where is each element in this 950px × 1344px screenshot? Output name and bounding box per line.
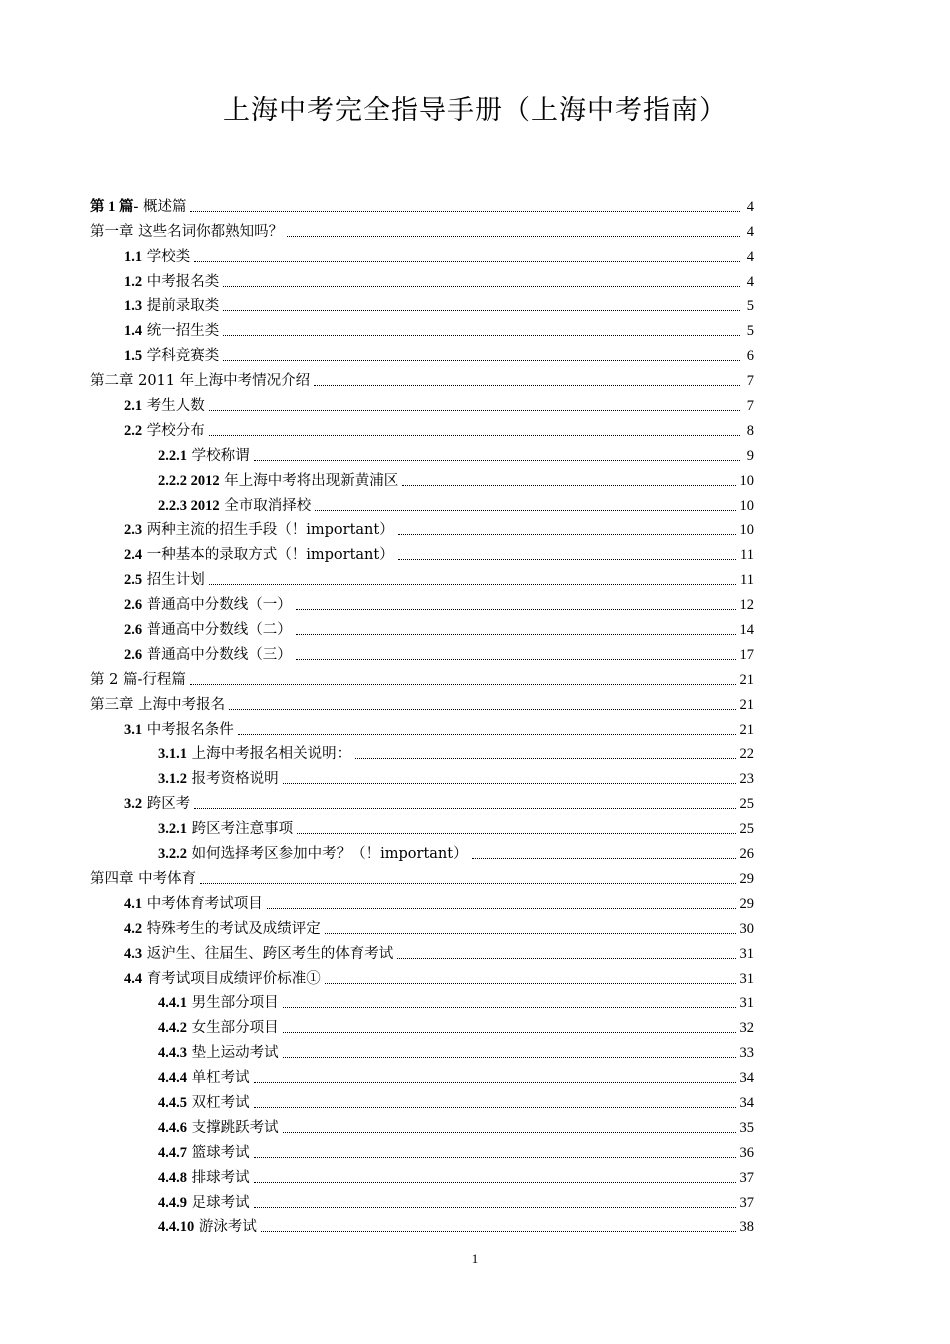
toc-entry-label (124, 297, 219, 315)
toc-entry-title: 普通高中分数线（二） (146, 622, 292, 639)
toc-entry-label (124, 273, 219, 291)
toc-entry[interactable] (90, 1087, 754, 1112)
toc-dot-leader (267, 908, 736, 909)
toc-entry-page: 5 (746, 323, 754, 340)
toc-entry-page: 17 (739, 646, 754, 663)
toc-dot-leader (223, 310, 740, 311)
toc-dot-leader (254, 1182, 736, 1183)
toc-dot-leader (209, 410, 740, 411)
toc-entry-number: 4.4.3 (158, 1045, 187, 1062)
toc-entry-page: 7 (746, 373, 754, 390)
toc-entry-title: 报考资格说明 (191, 771, 279, 788)
toc-entry-page: 26 (739, 846, 754, 863)
toc-dot-leader (402, 485, 735, 486)
toc-entry-title: 一种基本的录取方式（！important） (146, 547, 394, 564)
toc-entry-number: 2.1 (124, 398, 143, 415)
toc-entry-page: 21 (739, 671, 754, 688)
toc-entry[interactable] (90, 515, 754, 540)
toc-entry-label (124, 397, 205, 415)
toc-dot-leader (223, 286, 740, 287)
toc-entry-title: 普通高中分数线（一） (146, 597, 292, 614)
toc-entry-title: 第二章 2011 年上海中考情况介绍 (90, 373, 311, 390)
toc-entry-number: 4.4.8 (158, 1169, 187, 1186)
toc-entry[interactable] (90, 440, 754, 465)
toc-entry-label (158, 1169, 250, 1187)
toc-entry-title: 篮球考试 (191, 1144, 250, 1161)
toc-dot-leader (254, 1157, 736, 1158)
toc-entry-number: 3.2 (124, 796, 143, 813)
toc-dot-leader (283, 1032, 736, 1033)
toc-entry-label (158, 820, 293, 838)
toc-entry-number: 4.4.10 (158, 1219, 195, 1236)
toc-entry-title: 概述篇 (142, 198, 187, 215)
toc-entry-title: 跨区考 (146, 796, 191, 813)
toc-dot-leader (200, 883, 735, 884)
toc-entry[interactable] (90, 1112, 754, 1137)
toc-entry-label (158, 1069, 250, 1087)
toc-entry[interactable] (90, 465, 754, 490)
toc-dot-leader (283, 1057, 736, 1058)
toc-entry[interactable] (90, 1212, 754, 1237)
toc-entry-page: 9 (746, 447, 754, 464)
toc-dot-leader (355, 758, 735, 759)
toc-entry-title: 女生部分项目 (191, 1020, 279, 1037)
toc-entry[interactable] (90, 788, 754, 813)
toc-entry-page: 21 (739, 696, 754, 713)
toc-entry-page: 34 (739, 1094, 754, 1111)
toc-entry-label (124, 422, 205, 440)
toc-entry-title: 考生人数 (146, 398, 205, 415)
toc-dot-leader (296, 634, 736, 635)
toc-entry-title: 足球考试 (191, 1194, 250, 1211)
toc-entry-label (158, 1218, 257, 1236)
toc-entry-label (158, 472, 398, 490)
toc-dot-leader (315, 510, 735, 511)
toc-entry[interactable] (90, 191, 754, 216)
toc-entry[interactable] (90, 1162, 754, 1187)
toc-entry-title: 年上海中考将出现新黄浦区 (224, 472, 399, 489)
toc-entry-number: 4.4.9 (158, 1194, 187, 1211)
toc-entry-title: 第四章 中考体育 (90, 870, 197, 887)
toc-entry-number: 2.6 (124, 622, 143, 639)
toc-entry-title: 学校类 (146, 248, 191, 265)
toc-dot-leader (314, 385, 740, 386)
toc-entry[interactable] (90, 963, 754, 988)
toc-entry-number: 3.1.1 (158, 746, 187, 763)
toc-entry-title: 男生部分项目 (191, 995, 279, 1012)
toc-entry-number: 1.1 (124, 248, 143, 265)
toc-entry-number: 1.5 (124, 348, 143, 365)
toc-entry-page: 4 (746, 273, 754, 290)
toc-entry-label (124, 521, 394, 539)
toc-entry-title: 支撑跳跃考试 (191, 1119, 279, 1136)
toc-entry-number: 2.2.3 2012 (158, 497, 220, 514)
toc-dot-leader (472, 858, 736, 859)
toc-entry-title: 招生计划 (146, 572, 205, 589)
toc-entry-label (124, 248, 190, 266)
toc-entry-label (124, 571, 205, 589)
toc-entry-number: 4.4.4 (158, 1070, 187, 1087)
toc-entry-number: 1.2 (124, 273, 143, 290)
toc-entry-number: 4.2 (124, 920, 143, 937)
toc-entry[interactable] (90, 689, 754, 714)
toc-dot-leader (223, 360, 740, 361)
toc-entry-number: 4.3 (124, 945, 143, 962)
toc-entry-label (90, 198, 186, 216)
toc-entry-label (158, 1094, 250, 1112)
toc-entry-title: 第三章 上海中考报名 (90, 696, 226, 713)
toc-entry[interactable] (90, 913, 754, 938)
toc-dot-leader (238, 734, 736, 735)
toc-entry-page: 10 (739, 472, 754, 489)
toc-entry-page: 4 (746, 223, 754, 240)
toc-entry-page: 37 (739, 1194, 754, 1211)
toc-entry-label (158, 1119, 279, 1137)
toc-entry-page: 12 (739, 597, 754, 614)
toc-entry-label (124, 347, 219, 365)
toc-entry[interactable] (90, 415, 754, 440)
toc-entry[interactable] (90, 714, 754, 739)
toc-entry[interactable] (90, 1137, 754, 1162)
toc-entry-page: 35 (739, 1119, 754, 1136)
toc-entry-label (158, 770, 279, 788)
toc-entry-label (158, 447, 250, 465)
toc-entry-title: 学校称谓 (191, 447, 250, 464)
toc-entry-title: 跨区考注意事项 (191, 821, 294, 838)
toc-entry[interactable] (90, 241, 754, 266)
toc-entry[interactable] (90, 1012, 754, 1037)
toc-dot-leader (254, 1082, 736, 1083)
toc-entry-label (158, 1044, 279, 1062)
toc-entry[interactable] (90, 739, 754, 764)
toc-entry[interactable] (90, 266, 754, 291)
toc-entry[interactable] (90, 1037, 754, 1062)
toc-entry-label (158, 1194, 250, 1212)
toc-entry-number: 第 1 篇- (90, 198, 139, 215)
toc-dot-leader (296, 659, 736, 660)
toc-entry[interactable] (90, 340, 754, 365)
toc-dot-leader (254, 1207, 736, 1208)
toc-entry-label (124, 970, 321, 988)
toc-entry-title: 提前录取类 (146, 298, 220, 315)
toc-entry-title: 两种主流的招生手段（！important） (146, 522, 394, 539)
toc-entry-page: 7 (746, 398, 754, 415)
toc-entry-label (124, 546, 394, 564)
toc-entry-label (124, 596, 292, 614)
toc-entry-label (90, 870, 196, 888)
toc-entry-title: 游泳考试 (198, 1219, 257, 1236)
toc-entry[interactable] (90, 664, 754, 689)
table-of-contents (90, 191, 754, 1236)
toc-entry-page: 36 (739, 1144, 754, 1161)
toc-dot-leader (190, 684, 736, 685)
toc-entry-title: 中考报名条件 (146, 721, 234, 738)
toc-entry-page: 30 (739, 920, 754, 937)
toc-entry-label (124, 920, 321, 938)
toc-entry-label (90, 372, 310, 390)
toc-entry-title: 第一章 这些名词你都熟知吗？ (90, 223, 284, 240)
toc-entry-label (158, 1144, 250, 1162)
page-number: 1 (471, 1251, 479, 1266)
toc-entry-label (90, 671, 186, 689)
toc-entry-title: 普通高中分数线（三） (146, 646, 292, 663)
toc-dot-leader (325, 933, 736, 934)
toc-entry-page: 25 (739, 796, 754, 813)
toc-entry[interactable] (90, 614, 754, 639)
toc-entry-title: 垫上运动考试 (191, 1045, 279, 1062)
toc-entry-page: 11 (740, 572, 754, 589)
toc-entry-page: 10 (739, 522, 754, 539)
toc-entry-label (158, 497, 311, 515)
toc-entry[interactable] (90, 639, 754, 664)
toc-entry-page: 37 (739, 1169, 754, 1186)
toc-entry-number: 2.2 (124, 422, 143, 439)
toc-entry[interactable] (90, 763, 754, 788)
toc-entry-number: 3.2.2 (158, 846, 187, 863)
toc-entry-page: 22 (739, 746, 754, 763)
toc-entry-title: 排球考试 (191, 1169, 250, 1186)
toc-entry-number: 1.3 (124, 298, 143, 315)
toc-entry[interactable] (90, 539, 754, 564)
page-title: 上海中考完全指导手册（上海中考指南） (223, 95, 727, 126)
toc-entry-page: 34 (739, 1070, 754, 1087)
toc-entry-page: 29 (739, 870, 754, 887)
toc-entry-label (158, 745, 351, 763)
toc-dot-leader (287, 236, 740, 237)
toc-entry-title: 上海中考报名相关说明： (191, 746, 352, 763)
toc-entry-number: 4.1 (124, 895, 143, 912)
toc-dot-leader (194, 808, 735, 809)
toc-dot-leader (261, 1231, 736, 1232)
toc-entry[interactable] (90, 390, 754, 415)
toc-entry[interactable] (90, 216, 754, 241)
toc-entry-page: 25 (739, 821, 754, 838)
toc-entry-number: 3.1.2 (158, 771, 187, 788)
toc-entry[interactable] (90, 589, 754, 614)
toc-entry[interactable] (90, 888, 754, 913)
toc-entry-label (124, 322, 219, 340)
toc-entry-page: 6 (746, 348, 754, 365)
toc-entry-number: 2.2.1 (158, 447, 187, 464)
toc-entry-page: 31 (739, 970, 754, 987)
toc-entry[interactable] (90, 1187, 754, 1212)
toc-entry-number: 2.5 (124, 572, 143, 589)
toc-entry[interactable] (90, 863, 754, 888)
toc-entry-page: 4 (746, 248, 754, 265)
toc-entry-label (124, 795, 190, 813)
toc-entry-title: 学科竞赛类 (146, 348, 220, 365)
toc-dot-leader (254, 1107, 736, 1108)
toc-entry-label (124, 721, 234, 739)
toc-entry-label (158, 845, 468, 863)
toc-entry-label (124, 895, 263, 913)
toc-entry-number: 4.4.5 (158, 1094, 187, 1111)
toc-entry[interactable] (90, 291, 754, 316)
toc-entry-title: 双杠考试 (191, 1094, 250, 1111)
toc-entry-title: 返沪生、往届生、跨区考生的体育考试 (146, 945, 394, 962)
toc-entry-number: 2.6 (124, 597, 143, 614)
toc-dot-leader (229, 709, 735, 710)
toc-entry-number: 3.2.1 (158, 821, 187, 838)
toc-entry-title: 育考试项目成绩评价标准① (146, 970, 321, 987)
toc-entry[interactable] (90, 490, 754, 515)
toc-entry-page: 11 (740, 547, 754, 564)
toc-entry-title: 特殊考生的考试及成绩评定 (146, 920, 321, 937)
toc-entry-number: 2.6 (124, 646, 143, 663)
toc-entry-title: 学校分布 (146, 422, 205, 439)
toc-entry-title: 统一招生类 (146, 323, 220, 340)
toc-entry-page: 8 (746, 422, 754, 439)
toc-entry-number: 2.3 (124, 522, 143, 539)
toc-entry-page: 38 (739, 1219, 754, 1236)
toc-entry-label (158, 994, 279, 1012)
toc-entry-label (124, 646, 292, 664)
toc-entry[interactable] (90, 813, 754, 838)
toc-entry-number: 2.4 (124, 547, 143, 564)
toc-dot-leader (398, 534, 736, 535)
toc-entry-page: 4 (746, 198, 754, 215)
toc-dot-leader (254, 460, 740, 461)
toc-entry[interactable] (90, 988, 754, 1013)
toc-entry[interactable] (90, 564, 754, 589)
toc-entry-page: 14 (739, 622, 754, 639)
toc-dot-leader (325, 983, 736, 984)
toc-entry-number: 4.4 (124, 970, 143, 987)
toc-dot-leader (283, 783, 736, 784)
toc-dot-leader (194, 261, 740, 262)
toc-entry[interactable] (90, 1062, 754, 1087)
toc-entry-page: 33 (739, 1045, 754, 1062)
toc-entry[interactable] (90, 838, 754, 863)
toc-entry[interactable] (90, 365, 754, 390)
toc-dot-leader (398, 559, 736, 560)
toc-entry-label (124, 621, 292, 639)
toc-dot-leader (296, 609, 736, 610)
toc-entry-number: 2.2.2 2012 (158, 472, 220, 489)
toc-entry-number: 4.4.2 (158, 1020, 187, 1037)
toc-entry-title: 单杠考试 (191, 1070, 250, 1087)
toc-dot-leader (397, 958, 735, 959)
toc-entry-page: 29 (739, 895, 754, 912)
toc-entry-label (124, 945, 393, 963)
toc-dot-leader (209, 584, 736, 585)
toc-entry-number: 4.4.6 (158, 1119, 187, 1136)
toc-dot-leader (283, 1132, 736, 1133)
toc-entry[interactable] (90, 315, 754, 340)
toc-entry-title: 第 2 篇-行程篇 (90, 671, 186, 688)
toc-entry[interactable] (90, 938, 754, 963)
toc-dot-leader (283, 1007, 736, 1008)
toc-entry-title: 如何选择考区参加中考？（！important） (191, 846, 468, 863)
toc-entry-page: 31 (739, 945, 754, 962)
toc-dot-leader (297, 833, 735, 834)
toc-entry-number: 4.4.7 (158, 1144, 187, 1161)
toc-entry-label (90, 696, 225, 714)
toc-entry-label (158, 1019, 279, 1037)
toc-entry-page: 5 (746, 298, 754, 315)
toc-entry-title: 中考体育考试项目 (146, 895, 263, 912)
toc-entry-page: 31 (739, 995, 754, 1012)
toc-dot-leader (209, 435, 740, 436)
toc-entry-page: 32 (739, 1020, 754, 1037)
toc-dot-leader (190, 211, 740, 212)
toc-dot-leader (223, 335, 740, 336)
toc-entry-title: 中考报名类 (146, 273, 220, 290)
toc-entry-number: 4.4.1 (158, 995, 187, 1012)
toc-entry-page: 21 (739, 721, 754, 738)
toc-entry-number: 3.1 (124, 721, 143, 738)
toc-entry-label (90, 223, 283, 241)
toc-entry-title: 全市取消择校 (224, 497, 312, 514)
toc-entry-page: 23 (739, 771, 754, 788)
toc-entry-number: 1.4 (124, 323, 143, 340)
toc-entry-page: 10 (739, 497, 754, 514)
